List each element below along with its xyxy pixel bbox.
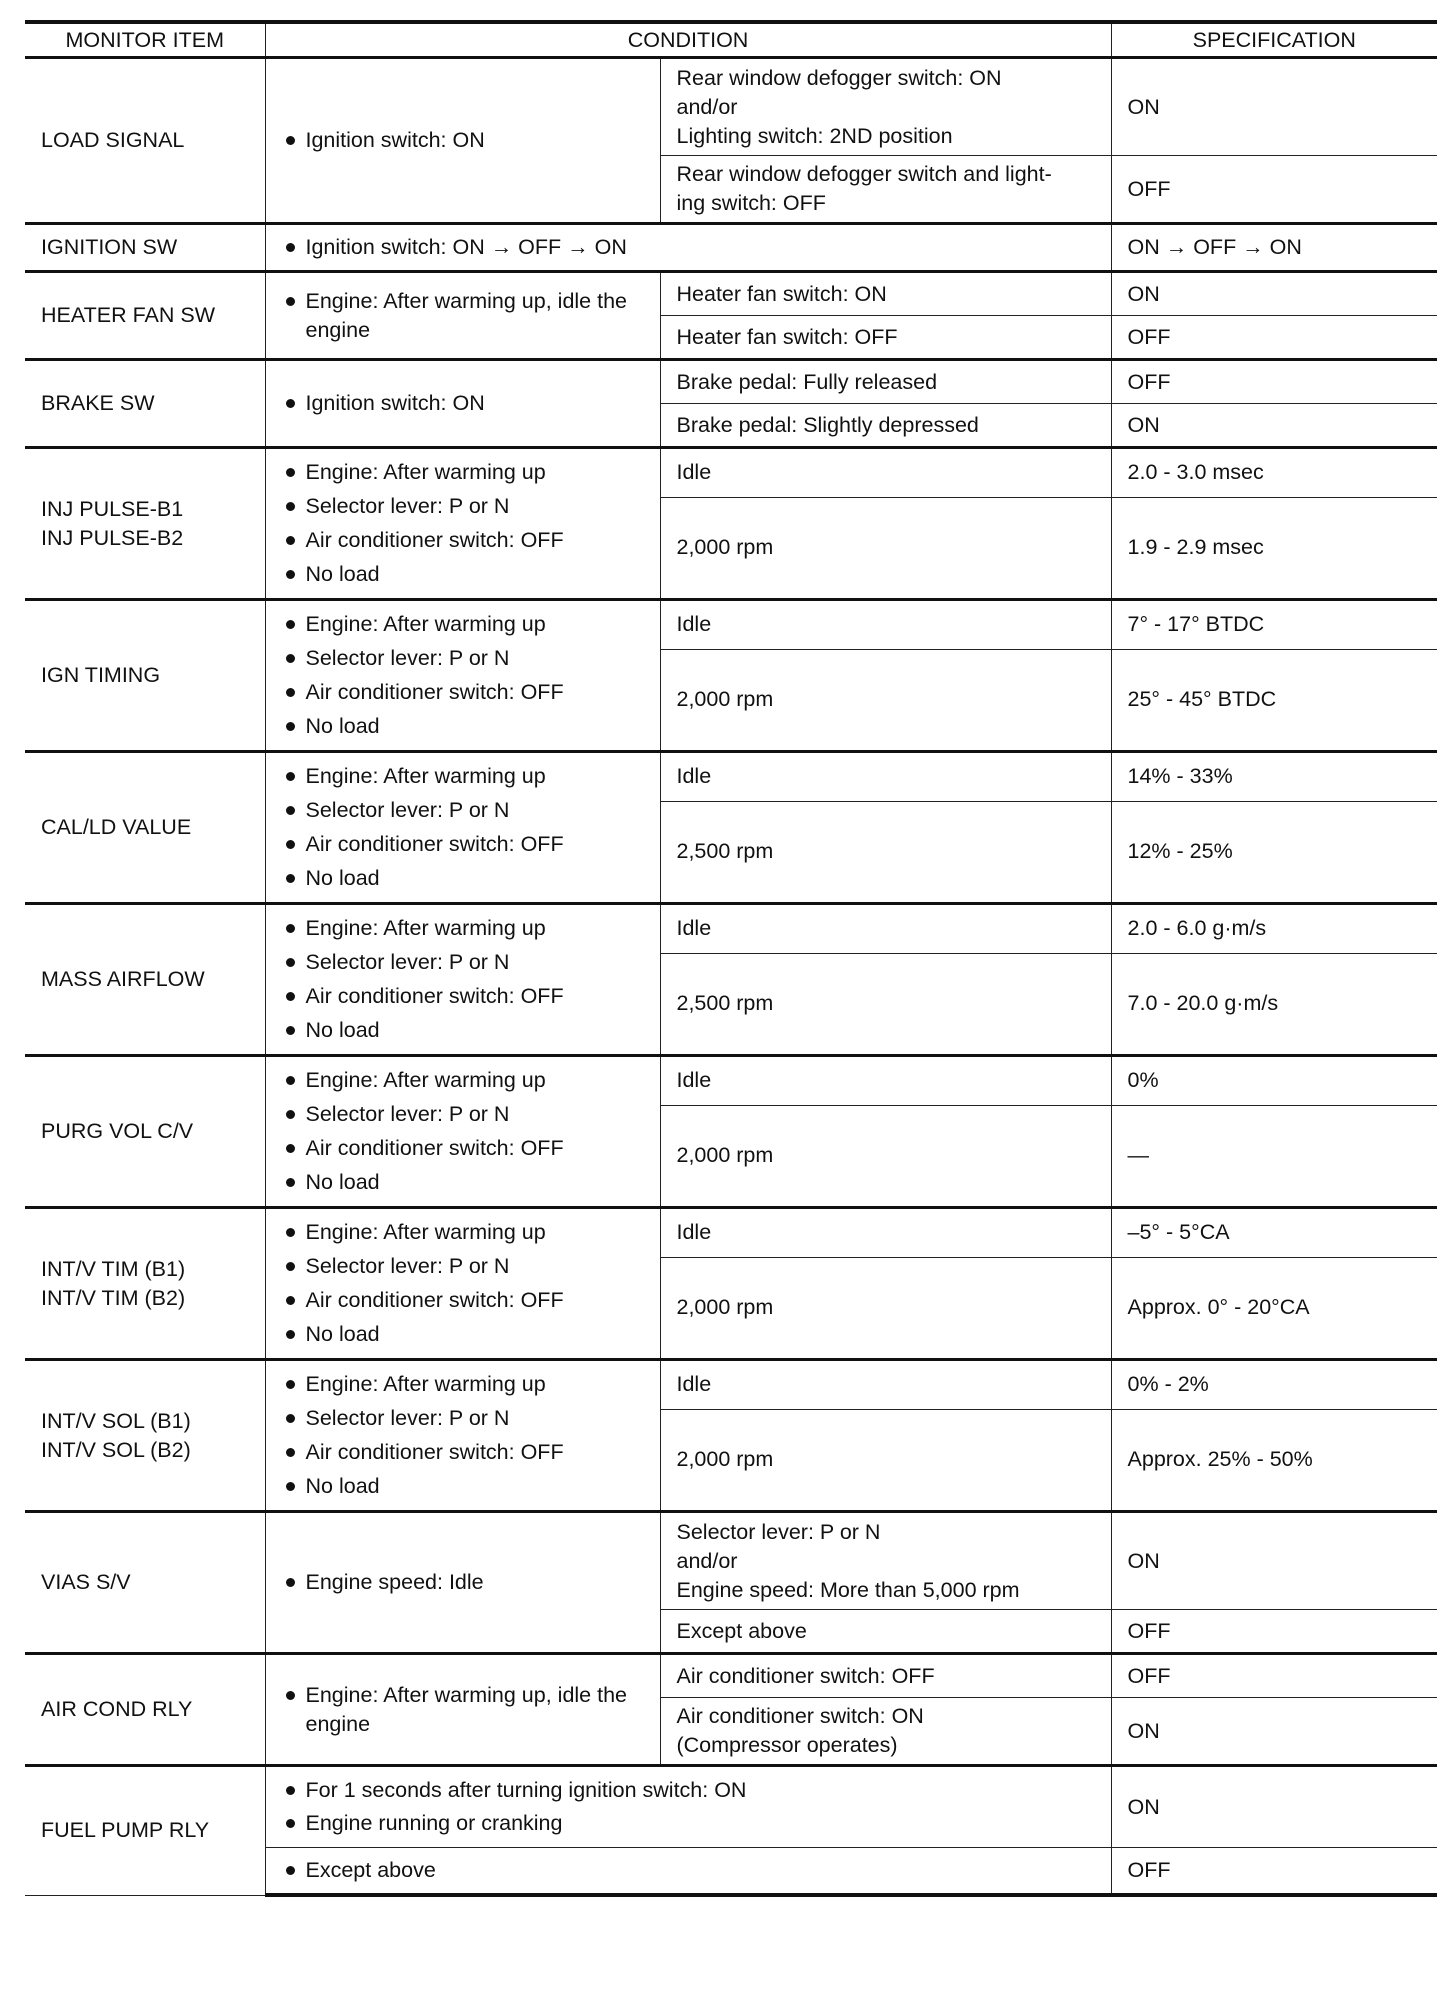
spec-purg-idle: 0%	[1111, 1056, 1437, 1106]
cond-bullet: Engine: After warming up, idle the engine	[282, 1681, 644, 1739]
subcond-aircond-1: Air conditioner switch: OFF	[660, 1654, 1111, 1698]
cond-bullet: Engine: After warming up	[282, 914, 644, 943]
cond-bullet: No load	[282, 560, 644, 589]
spec-aircond-1: OFF	[1111, 1654, 1437, 1698]
spec-cal-idle: 14% - 33%	[1111, 752, 1437, 802]
spec-ign-2000: 25° - 45° BTDC	[1111, 649, 1437, 751]
spec-intvsol-idle: 0% - 2%	[1111, 1360, 1437, 1410]
item-ign-timing: IGN TIMING	[25, 600, 265, 752]
spec-table-page	[25, 20, 1437, 1897]
item-load-signal: LOAD SIGNAL	[25, 58, 265, 224]
cond-bullet: Selector lever: P or N	[282, 1404, 644, 1433]
subcond-ign-2000: 2,000 rpm	[660, 649, 1111, 751]
row-inj-pulse	[25, 448, 1437, 498]
spec-maf-2500: 7.0 - 20.0 g·m/s	[1111, 953, 1437, 1055]
spec-brake-sw-2: ON	[1111, 404, 1437, 448]
item-vias: VIAS S/V	[25, 1512, 265, 1654]
cond-bullet: Engine: After warming up	[282, 610, 644, 639]
spec-fuel-pump-2: OFF	[1111, 1848, 1437, 1896]
spec-aircond-2: ON	[1111, 1698, 1437, 1766]
subcond-inj-idle: Idle	[660, 448, 1111, 498]
subcond-purg-2000: 2,000 rpm	[660, 1105, 1111, 1207]
cond-bullet: No load	[282, 1320, 644, 1349]
subcond-inj-2000: 2,000 rpm	[660, 497, 1111, 599]
cond-load-signal	[265, 58, 660, 224]
cond-fuel-pump-1	[265, 1766, 1111, 1848]
cond-mass-airflow	[265, 904, 660, 1056]
row-mass-airflow	[25, 904, 1437, 954]
cond-bullet: Ignition switch: ON	[282, 389, 644, 418]
cond-bullet: Selector lever: P or N	[282, 796, 644, 825]
subcond-intvsol-2000: 2,000 rpm	[660, 1409, 1111, 1511]
cond-bullet: Selector lever: P or N	[282, 1252, 644, 1281]
cond-bullet: Air conditioner switch: OFF	[282, 1134, 644, 1163]
row-vias	[25, 1512, 1437, 1610]
cond-cal-ld	[265, 752, 660, 904]
subcond-intvsol-idle: Idle	[660, 1360, 1111, 1410]
item-mass-airflow: MASS AIRFLOW	[25, 904, 265, 1056]
cond-bullet: Selector lever: P or N	[282, 492, 644, 521]
item-intv-sol: INT/V SOL (B1) INT/V SOL (B2)	[25, 1360, 265, 1512]
spec-fuel-pump-1: ON	[1111, 1766, 1437, 1848]
row-air-cond	[25, 1654, 1437, 1698]
item-intv-tim: INT/V TIM (B1) INT/V TIM (B2)	[25, 1208, 265, 1360]
cond-bullet: Engine: After warming up, idle the engine	[282, 287, 644, 345]
monitor-spec-table	[25, 20, 1437, 1897]
spec-vias-1: ON	[1111, 1512, 1437, 1610]
subcond-vias-1: Selector lever: P or N and/or Engine speed: More than 5,000 rpm	[660, 1512, 1111, 1610]
subcond-intvtim-idle: Idle	[660, 1208, 1111, 1258]
cond-bullet: Air conditioner switch: OFF	[282, 678, 644, 707]
spec-intvtim-idle: –5° - 5°CA	[1111, 1208, 1437, 1258]
cond-bullet: Air conditioner switch: OFF	[282, 1438, 644, 1467]
spec-intvtim-2000: Approx. 0° - 20°CA	[1111, 1257, 1437, 1359]
cond-bullet: No load	[282, 1016, 644, 1045]
subcond-cal-idle: Idle	[660, 752, 1111, 802]
subcond-brake-sw-2: Brake pedal: Slightly depressed	[660, 404, 1111, 448]
spec-intvsol-2000: Approx. 25% - 50%	[1111, 1409, 1437, 1511]
cond-bullet: Engine: After warming up	[282, 1066, 644, 1095]
spec-vias-2: OFF	[1111, 1610, 1437, 1654]
subcond-cal-2500: 2,500 rpm	[660, 801, 1111, 903]
row-heater-fan	[25, 272, 1437, 316]
cond-bullet: Engine: After warming up	[282, 762, 644, 791]
cond-bullet: No load	[282, 1168, 644, 1197]
cond-air-cond	[265, 1654, 660, 1766]
subcond-ign-idle: Idle	[660, 600, 1111, 650]
header-specification: SPECIFICATION	[1111, 22, 1437, 58]
item-purg-vol: PURG VOL C/V	[25, 1056, 265, 1208]
row-brake-sw	[25, 360, 1437, 404]
spec-purg-2000: —	[1111, 1105, 1437, 1207]
cond-bullet: Engine: After warming up	[282, 1218, 644, 1247]
row-cal-ld	[25, 752, 1437, 802]
item-inj-pulse: INJ PULSE-B1 INJ PULSE-B2	[25, 448, 265, 600]
spec-brake-sw-1: OFF	[1111, 360, 1437, 404]
row-fuel-pump	[25, 1766, 1437, 1848]
cond-intv-sol	[265, 1360, 660, 1512]
subcond-aircond-2: Air conditioner switch: ON (Compressor operates)	[660, 1698, 1111, 1766]
cond-bullet: Engine speed: Idle	[282, 1568, 644, 1597]
item-fuel-pump: FUEL PUMP RLY	[25, 1766, 265, 1896]
subcond-vias-2: Except above	[660, 1610, 1111, 1654]
cond-fuel-pump-2	[265, 1848, 1111, 1896]
item-brake-sw: BRAKE SW	[25, 360, 265, 448]
cond-purg-vol	[265, 1056, 660, 1208]
spec-heater-fan-1: ON	[1111, 272, 1437, 316]
spec-inj-2000: 1.9 - 2.9 msec	[1111, 497, 1437, 599]
cond-bullet: For 1 seconds after turning ignition switch: ON	[282, 1776, 1095, 1805]
spec-cal-2500: 12% - 25%	[1111, 801, 1437, 903]
subcond-intvtim-2000: 2,000 rpm	[660, 1257, 1111, 1359]
cond-inj-pulse	[265, 448, 660, 600]
cond-bullet: No load	[282, 864, 644, 893]
row-ignition-sw	[25, 224, 1437, 272]
row-purg-vol	[25, 1056, 1437, 1106]
cond-brake-sw	[265, 360, 660, 448]
spec-load-signal-2: OFF	[1111, 156, 1437, 224]
row-load-signal	[25, 58, 1437, 156]
cond-ign-timing	[265, 600, 660, 752]
subcond-heater-fan-2: Heater fan switch: OFF	[660, 316, 1111, 360]
row-ign-timing	[25, 600, 1437, 650]
item-heater-fan: HEATER FAN SW	[25, 272, 265, 360]
spec-inj-idle: 2.0 - 3.0 msec	[1111, 448, 1437, 498]
cond-bullet: Engine: After warming up	[282, 458, 644, 487]
cond-bullet: Selector lever: P or N	[282, 1100, 644, 1129]
header-monitor-item: MONITOR ITEM	[25, 22, 265, 58]
spec-ign-idle: 7° - 17° BTDC	[1111, 600, 1437, 650]
item-air-cond: AIR COND RLY	[25, 1654, 265, 1766]
cond-bullet: Selector lever: P or N	[282, 644, 644, 673]
header-row	[25, 22, 1437, 58]
row-intv-tim	[25, 1208, 1437, 1258]
item-ignition-sw: IGNITION SW	[25, 224, 265, 272]
subcond-maf-idle: Idle	[660, 904, 1111, 954]
subcond-heater-fan-1: Heater fan switch: ON	[660, 272, 1111, 316]
cond-intv-tim	[265, 1208, 660, 1360]
cond-bullet: Air conditioner switch: OFF	[282, 830, 644, 859]
cond-bullet: Ignition switch: ON → OFF → ON	[282, 233, 1095, 262]
header-condition: CONDITION	[265, 22, 1111, 58]
subcond-maf-2500: 2,500 rpm	[660, 953, 1111, 1055]
subcond-load-signal-1: Rear window defogger switch: ON and/or Lighting switch: 2ND position	[660, 58, 1111, 156]
cond-bullet: Air conditioner switch: OFF	[282, 1286, 644, 1315]
cond-vias	[265, 1512, 660, 1654]
spec-maf-idle: 2.0 - 6.0 g·m/s	[1111, 904, 1437, 954]
subcond-load-signal-2: Rear window defogger switch and light- ing switch: OFF	[660, 156, 1111, 224]
cond-bullet: No load	[282, 1472, 644, 1501]
spec-ignition-sw: ON → OFF → ON	[1111, 224, 1437, 272]
row-intv-sol	[25, 1360, 1437, 1410]
subcond-purg-idle: Idle	[660, 1056, 1111, 1106]
cond-bullet: No load	[282, 712, 644, 741]
spec-load-signal-1: ON	[1111, 58, 1437, 156]
cond-bullet: Except above	[282, 1856, 1095, 1885]
cond-bullet: Selector lever: P or N	[282, 948, 644, 977]
cond-ignition-sw	[265, 224, 1111, 272]
subcond-brake-sw-1: Brake pedal: Fully released	[660, 360, 1111, 404]
cond-bullet: Air conditioner switch: OFF	[282, 526, 644, 555]
cond-bullet: Engine running or cranking	[282, 1809, 1095, 1838]
cond-heater-fan	[265, 272, 660, 360]
cond-bullet: Air conditioner switch: OFF	[282, 982, 644, 1011]
spec-heater-fan-2: OFF	[1111, 316, 1437, 360]
cond-bullet: Ignition switch: ON	[282, 126, 644, 155]
cond-bullet: Engine: After warming up	[282, 1370, 644, 1399]
item-cal-ld: CAL/LD VALUE	[25, 752, 265, 904]
